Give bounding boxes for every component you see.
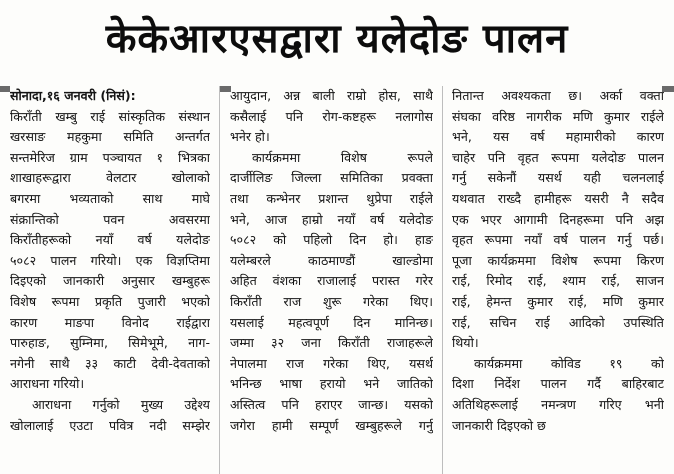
article-line: एक भएर आगामी दिनहरूमा पनि अझ — [452, 211, 664, 227]
article-line: थियो। — [452, 335, 479, 351]
article-line: राई, सचिन राई आदिको उपस्थिति — [452, 314, 664, 330]
article-line: यलेम्बरले काठमाण्डौं खाल्डोमा — [230, 252, 433, 268]
article-line: यसलाई महत्वपूर्ण दिन मानिन्छ। — [230, 314, 433, 330]
article-line: खरसाङ महकुमा समिति अन्तर्गत — [10, 129, 210, 145]
article-line: राई, रिमोद राई, श्याम राई, साजन — [452, 273, 664, 289]
article-line: पारुहाङ, सुम्निमा, सिमेभूमे, नाग- — [10, 335, 210, 351]
article-column-1 — [10, 86, 210, 436]
article-line: किराँतीहरूको नयाँ वर्ष यलेदोङ — [10, 232, 210, 248]
article-line: अहित वंशका राजालाई परास्त गरेर — [230, 273, 433, 289]
article-line: यथवात राख्दै हामीहरू यसरी नै सदैव — [452, 190, 664, 206]
article-line: चाहेर पनि वृहत रूपमा यलेदोङ पालन — [452, 149, 664, 165]
article-line: बगरमा भव्यताको साथ माघे — [10, 190, 210, 206]
article-line: जानकारी दिइएको छ — [452, 417, 546, 433]
article-line: भने, आज हाम्रो नयाँ वर्ष यलेदोङ — [230, 211, 433, 227]
article-line: तथा कन्भेनर प्रशान्त थुप्रेपा राईले — [230, 190, 433, 206]
article-line: शाखाहरूद्वारा वेलटार खोलाको — [10, 170, 210, 186]
article-line: संक्रान्तिको पवन अवसरमा — [10, 211, 210, 227]
article-line: वृहत रूपमा नयाँ वर्ष पालन गर्नु पर्छ। — [452, 232, 664, 248]
article-line: नेपालमा राज गरेका थिए, यसर्थ — [230, 355, 433, 371]
column-divider — [442, 86, 443, 474]
article-line: कसैलाई पनि रोग-कष्टहरू नलागोस — [230, 108, 433, 124]
article-line: ५०८२ पालन गरियो। एक विज्ञप्तिमा — [10, 252, 210, 268]
article-line: कारण माङपा विनोद राईद्वारा — [10, 314, 210, 330]
article-line: दार्जीलिङ जिल्ला समितिका प्रवक्ता — [230, 170, 433, 186]
article-line: गर्नु सकेनौं यसर्थ यही चलनलाई — [452, 170, 664, 186]
article-line: ५०८२ को पहिलो दिन हो। हाङ — [230, 232, 433, 248]
article-line: सन्तमेरिज ग्राम पञ्चायत १ भित्रका — [10, 149, 210, 165]
column-top-bar-left — [0, 86, 10, 92]
article-line: अस्तित्व पनि हराएर जान्छ। यसको — [230, 396, 433, 412]
article-line: भने, यस वर्ष महामारीको कारण — [452, 129, 664, 145]
article-line: कार्यक्रममा विशेष रूपले — [252, 149, 433, 165]
article-line: भनिन्छ भाषा हरायो भने जातिको — [230, 376, 433, 392]
article-line: दिशा निर्देश पालन गर्दै बाहिरबाट — [452, 376, 664, 392]
article-line: जगेरा हामी सम्पूर्ण खम्बुहरूले गर्नु — [230, 417, 433, 433]
column-divider — [219, 86, 220, 474]
article-line: खोलालाई एउटा पवित्र नदी सम्झेर — [10, 417, 210, 433]
article-line: नितान्त अवश्यकता छ। अर्का वक्ता — [452, 88, 664, 103]
article-line: आयुदान, अन्न बाली राम्रो होस, साथै — [230, 88, 433, 103]
article-line: आराधना गरियो। — [10, 376, 85, 392]
article-line: अतिथिहरूलाई नमन्त्रण गरिए भनी — [452, 396, 664, 412]
article-line: दिइएको जानकारी अनुसार खम्बुहरू — [10, 273, 210, 289]
article-line: सोनादा,१६ जनवरी (निसं): — [10, 88, 136, 103]
article-line: आराधना गर्नुको मुख्य उद्देश्य — [32, 396, 210, 412]
article-line: भनेर हो। — [230, 129, 270, 145]
article-line: किराँती खम्बु राई सांस्कृतिक संस्थान — [10, 108, 210, 124]
article-column-2 — [230, 86, 433, 436]
headline: केकेआरएसद्वारा यलेदोङ पालन — [105, 16, 569, 62]
article-line: कार्यक्रममा कोविड १९ को — [474, 355, 664, 371]
article-column-3 — [452, 86, 664, 436]
article-line: संघका वरिष्ठ नागरीक मणि कुमार राईले — [452, 108, 664, 124]
article-line: किराँती राज शुरू गरेका थिए। — [230, 293, 433, 309]
article-line: राई, हेमन्त कुमार राई, मणि कुमार — [452, 293, 664, 309]
article-line: जम्मा ३२ जना किराँती राजाहरूले — [230, 335, 433, 351]
article-line: विशेष रूपमा प्रकृति पुजारी भएको — [10, 293, 210, 309]
article-line: नगेनी साथै ३३ काटी देवी-देवताको — [10, 355, 210, 371]
article-line: पूजा कार्यक्रममा विशेष रूपमा किरण — [452, 252, 664, 268]
